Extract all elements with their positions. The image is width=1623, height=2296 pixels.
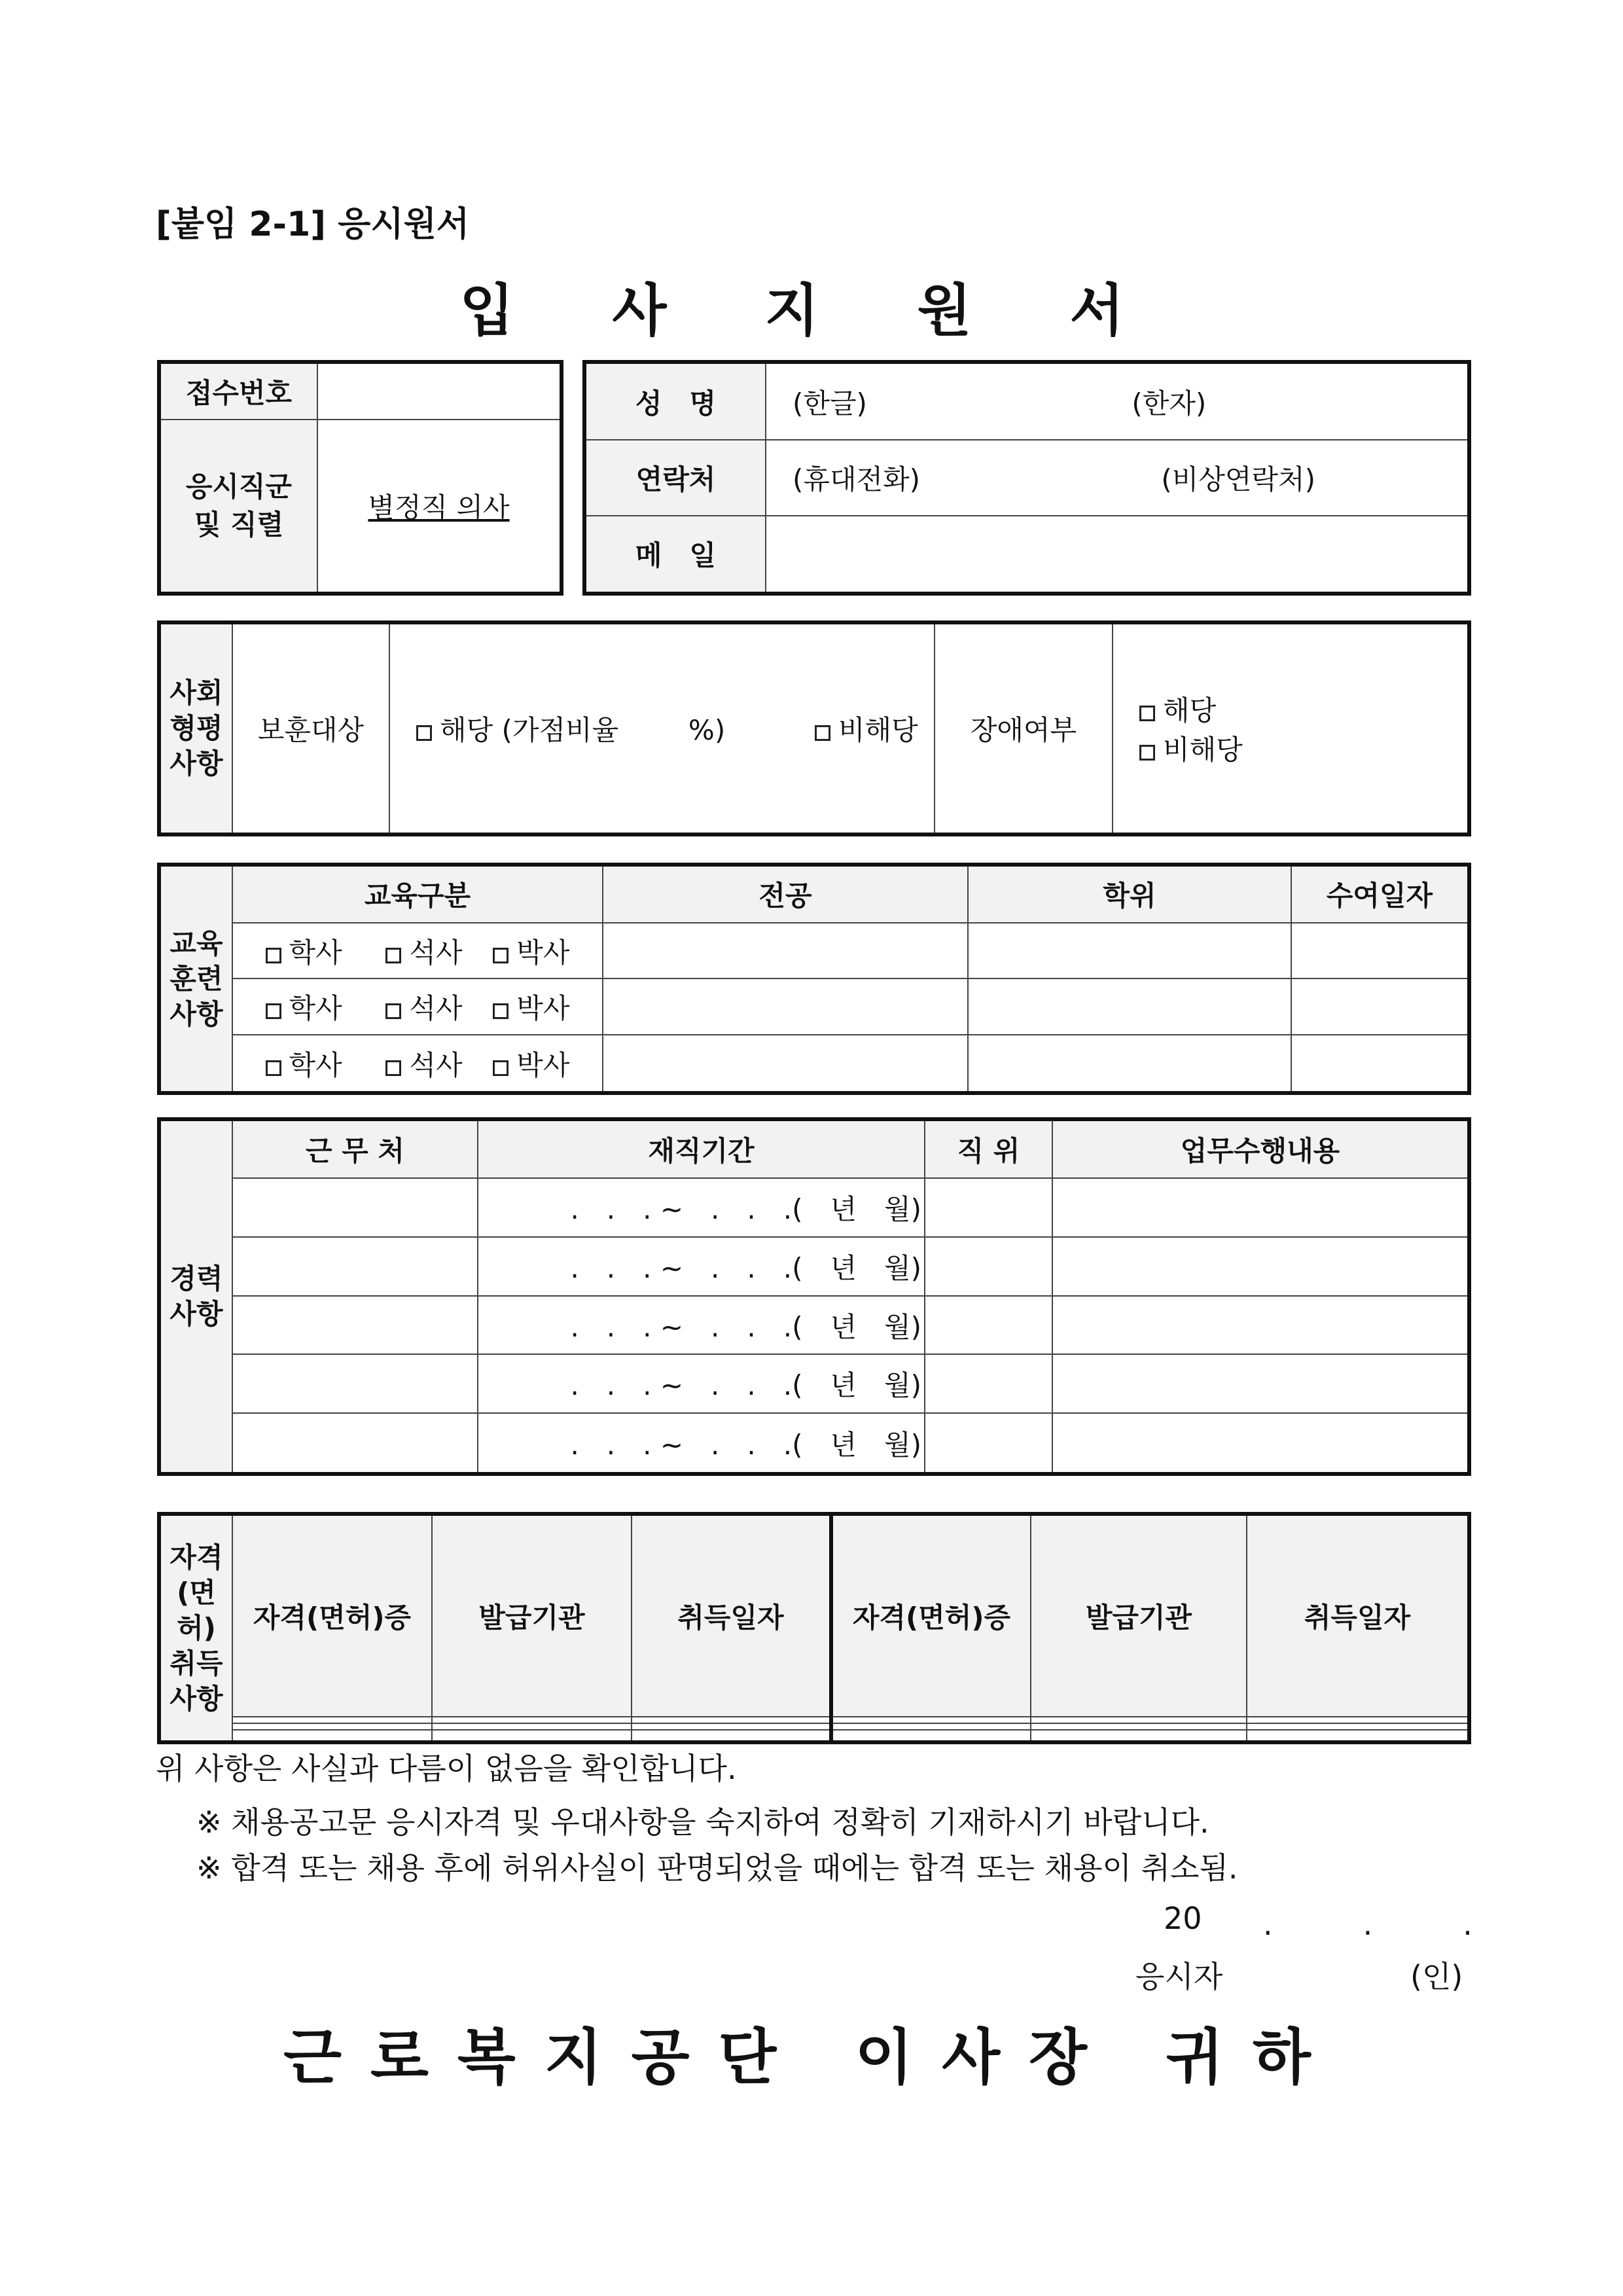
major-field[interactable] — [603, 978, 968, 1035]
veteran-options — [389, 622, 935, 834]
email-label: 메 일 — [584, 516, 766, 594]
license-table — [157, 1512, 1471, 1744]
degree-doctor-checkbox[interactable]: 박사 — [493, 987, 569, 1026]
license-date-field[interactable] — [1247, 1717, 1469, 1723]
career-table — [157, 1117, 1471, 1476]
position-field[interactable] — [925, 1237, 1052, 1296]
career-header-workplace: 근 무 처 — [232, 1119, 478, 1178]
checkbox-icon — [1139, 706, 1155, 721]
education-side-label: 교육 훈련 사항 — [159, 865, 232, 1093]
career-header-duties: 업무수행내용 — [1052, 1119, 1469, 1178]
workplace-field[interactable] — [232, 1413, 478, 1474]
career-row — [159, 1296, 1469, 1355]
degree-bachelor-checkbox[interactable]: 학사 — [266, 1044, 342, 1083]
license-issuer-field[interactable] — [432, 1730, 632, 1742]
degree-bachelor-checkbox[interactable]: 학사 — [266, 931, 342, 971]
email-field[interactable] — [766, 516, 1469, 594]
duties-field[interactable] — [1052, 1237, 1469, 1296]
disability-options — [1113, 622, 1469, 834]
license-name-field[interactable] — [232, 1717, 432, 1723]
workplace-field[interactable] — [232, 1178, 478, 1237]
degree-doctor-checkbox[interactable]: 박사 — [493, 1044, 569, 1083]
career-side-label: 경력 사항 — [159, 1119, 232, 1474]
position-field[interactable] — [925, 1178, 1052, 1237]
license-name-field[interactable] — [831, 1717, 1031, 1723]
period-field[interactable]: . . . ~ . . .( 년 월) — [478, 1413, 925, 1474]
name-label: 성 명 — [584, 362, 766, 440]
veteran-rate-open: (가점비율 — [501, 714, 619, 746]
workplace-field[interactable] — [232, 1354, 478, 1413]
license-header-name: 자격(면허)증 — [232, 1514, 432, 1717]
award-date-field[interactable] — [1291, 978, 1469, 1035]
duties-field[interactable] — [1052, 1178, 1469, 1237]
application-table — [157, 360, 563, 596]
degree-options — [232, 978, 603, 1035]
license-header-name: 자격(면허)증 — [831, 1514, 1031, 1717]
degree-master-checkbox[interactable]: 석사 — [385, 1044, 462, 1083]
degree-field[interactable] — [968, 923, 1291, 979]
license-issuer-field[interactable] — [432, 1723, 632, 1730]
name-field[interactable] — [766, 362, 1469, 440]
period-field[interactable]: . . . ~ . . .( 년 월) — [478, 1354, 925, 1413]
note-2: ※ 합격 또는 채용 후에 허위사실이 판명되었을 때에는 합격 또는 채용이 취소됨. — [196, 1850, 1238, 1886]
career-row — [159, 1413, 1469, 1474]
note-1: ※ 채용공고문 응시자격 및 우대사항을 숙지하여 정확히 기재하시기 바랍니다. — [196, 1804, 1209, 1840]
duties-field[interactable] — [1052, 1413, 1469, 1474]
education-row — [159, 1035, 1469, 1093]
period-field[interactable]: . . . ~ . . .( 년 월) — [478, 1296, 925, 1355]
veteran-no-checkbox[interactable]: 비해당 — [815, 709, 918, 748]
education-row — [159, 923, 1469, 979]
degree-doctor-checkbox[interactable]: 박사 — [493, 931, 569, 971]
personal-info-table — [582, 360, 1471, 596]
checkbox-icon — [493, 1060, 508, 1076]
license-side-label: 자격 (면허) 취득 사항 — [159, 1514, 232, 1742]
contact-label: 연락처 — [584, 440, 766, 516]
checkbox-icon — [266, 1003, 281, 1019]
career-header-period: 재직기간 — [478, 1119, 925, 1178]
license-date-field[interactable] — [1247, 1723, 1469, 1730]
checkbox-icon — [385, 1060, 401, 1076]
degree-field[interactable] — [968, 978, 1291, 1035]
workplace-field[interactable] — [232, 1237, 478, 1296]
degree-master-checkbox[interactable]: 석사 — [385, 987, 462, 1026]
seal-label: (인) — [1410, 1959, 1463, 1994]
position-field[interactable] — [925, 1413, 1052, 1474]
disability-yes-checkbox[interactable]: 해당 — [1139, 689, 1216, 728]
award-date-field[interactable] — [1291, 923, 1469, 979]
form-title: 입 사 지 원 서 — [459, 278, 1164, 344]
workplace-field[interactable] — [232, 1296, 478, 1355]
license-issuer-field[interactable] — [1031, 1717, 1247, 1723]
license-issuer-field[interactable] — [1031, 1723, 1247, 1730]
period-field[interactable]: . . . ~ . . .( 년 월) — [478, 1178, 925, 1237]
license-date-field[interactable] — [632, 1730, 831, 1742]
degree-field[interactable] — [968, 1035, 1291, 1093]
license-name-field[interactable] — [831, 1730, 1031, 1742]
checkbox-icon — [385, 948, 401, 963]
disability-no-checkbox[interactable]: 비해당 — [1139, 728, 1243, 768]
degree-master-checkbox[interactable]: 석사 — [385, 931, 462, 971]
job-category-label: 응시직군 및 직렬 — [159, 420, 317, 594]
degree-bachelor-checkbox[interactable]: 학사 — [266, 987, 342, 1026]
contact-field[interactable] — [766, 440, 1469, 516]
license-header-date: 취득일자 — [632, 1514, 831, 1717]
license-header-issuer: 발급기관 — [1031, 1514, 1247, 1717]
checkbox-icon — [385, 1003, 401, 1019]
checkbox-icon — [266, 1060, 281, 1076]
education-header-type: 교육구분 — [232, 865, 603, 923]
license-name-field[interactable] — [831, 1723, 1031, 1730]
checkbox-icon — [1139, 745, 1155, 761]
license-date-field[interactable] — [632, 1723, 831, 1730]
award-date-field[interactable] — [1291, 1035, 1469, 1093]
period-field[interactable]: . . . ~ . . .( 년 월) — [478, 1237, 925, 1296]
career-header-position: 직 위 — [925, 1119, 1052, 1178]
receipt-number-field[interactable] — [317, 362, 562, 420]
major-field[interactable] — [603, 923, 968, 979]
name-hangul-label: (한글) — [793, 387, 867, 420]
license-row — [159, 1717, 1469, 1723]
degree-options — [232, 1035, 603, 1093]
education-row — [159, 978, 1469, 1035]
position-field[interactable] — [925, 1354, 1052, 1413]
duties-field[interactable] — [1052, 1354, 1469, 1413]
education-table — [157, 863, 1471, 1095]
disability-label: 장애여부 — [935, 622, 1113, 834]
career-row — [159, 1354, 1469, 1413]
social-equity-side-label: 사회 형평 사항 — [159, 622, 232, 834]
checkbox-icon — [416, 725, 432, 741]
license-header-issuer: 발급기관 — [432, 1514, 632, 1717]
emergency-contact-label: (비상연락처) — [1161, 463, 1315, 495]
checkbox-icon — [493, 948, 508, 963]
license-row — [159, 1723, 1469, 1730]
career-row — [159, 1178, 1469, 1237]
recipient-line: 근로복지공단 이사장 귀하 — [283, 2022, 1340, 2092]
veteran-yes-checkbox[interactable]: 해당 — [416, 709, 493, 748]
position-field[interactable] — [925, 1296, 1052, 1355]
attachment-label: [붙임 2-1] 응시원서 — [156, 205, 470, 244]
job-category-value: 별정직 의사 — [368, 492, 510, 524]
license-name-field[interactable] — [232, 1723, 432, 1730]
license-name-field[interactable] — [232, 1730, 432, 1742]
license-issuer-field[interactable] — [432, 1717, 632, 1723]
license-issuer-field[interactable] — [1031, 1730, 1247, 1742]
license-date-field[interactable] — [1247, 1730, 1469, 1742]
date-year-prefix: 20 — [1164, 1901, 1202, 1936]
education-header-date: 수여일자 — [1291, 865, 1469, 923]
license-date-field[interactable] — [632, 1717, 831, 1723]
checkbox-icon — [266, 948, 281, 963]
checkbox-icon — [815, 725, 830, 741]
name-hanja-label: (한자) — [1132, 387, 1207, 420]
education-header-major: 전공 — [603, 865, 968, 923]
receipt-number-label: 접수번호 — [159, 362, 317, 420]
degree-options — [232, 923, 603, 979]
education-header-degree: 학위 — [968, 865, 1291, 923]
license-header-date: 취득일자 — [1247, 1514, 1469, 1717]
veteran-rate-close: %) — [688, 714, 726, 746]
job-category-field[interactable] — [317, 420, 562, 594]
checkbox-icon — [493, 1003, 508, 1019]
mobile-label: (휴대전화) — [793, 463, 921, 495]
confirmation-text: 위 사항은 사실과 다름이 없음을 확인합니다. — [156, 1751, 737, 1786]
major-field[interactable] — [603, 1035, 968, 1093]
veteran-label: 보훈대상 — [232, 622, 389, 834]
duties-field[interactable] — [1052, 1296, 1469, 1355]
applicant-label: 응시자 — [1135, 1959, 1223, 1994]
social-equity-table — [157, 620, 1471, 836]
career-row — [159, 1237, 1469, 1296]
date-dots: . . . — [1263, 1907, 1472, 1942]
license-row — [159, 1730, 1469, 1742]
